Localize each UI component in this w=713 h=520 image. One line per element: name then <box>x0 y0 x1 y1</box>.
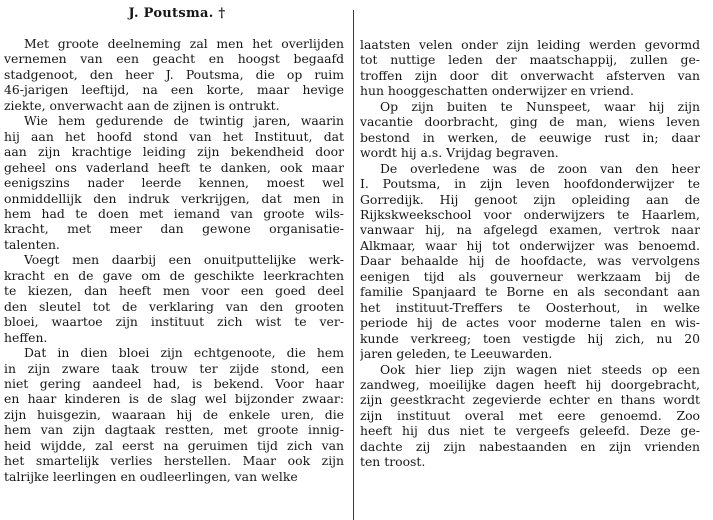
text-line: kracht, met meer dan gewone organisatie- <box>4 221 344 237</box>
text-line: te kiezen, dan heeft men voor een goed deel <box>4 283 344 299</box>
text-line: talrijke leerlingen en oudleerlingen, van welke <box>4 468 298 484</box>
paragraph <box>4 345 344 484</box>
text-line: dachte zij zijn nabestaanden en zijn vrienden <box>360 438 700 454</box>
text-line: kracht en de gave om de geschikte leerkrachten <box>4 267 344 283</box>
text-line: laatsten velen onder zijn leiding werden gevormd <box>360 37 700 52</box>
text-line: Daar behaalde hij de hoofdacte, was vervolgens <box>360 253 700 269</box>
text-line: zandweg, moeilijke dagen heeft hij doorgebracht, <box>360 376 700 392</box>
text-line: Alkmaar, waar hij tot onderwijzer was benoemd. <box>360 237 700 253</box>
text-line: eenigszins nader leerde kennen, moest wel <box>4 175 344 191</box>
text-line: het instituut-Treffers te Oosterhout, in welke <box>360 299 700 315</box>
text-line: stadgenoot, den heer J. Poutsma, die op ruim <box>4 66 344 82</box>
text-line: Wie hem gedurende de twintig jaren, waarin <box>24 113 344 129</box>
paragraph <box>360 362 700 470</box>
text-line: bloei, waartoe zijn instituut zich wist te ver- <box>4 314 344 330</box>
text-line: ten troost. <box>360 454 426 470</box>
text-line: hij aan het hoofd stond van het Instituut, dat <box>4 128 344 144</box>
text-line: jaren geleden, te Leeuwarden. <box>360 346 553 362</box>
text-line: Rijkskweekschool voor onderwijzers te Haarlem, <box>360 206 700 222</box>
text-line: den sleutel tot de verklaring van den grooten <box>4 298 344 314</box>
text-line: geheel ons vaderland heeft te danken, ook maar <box>4 159 344 175</box>
text-line: het smartelijk verlies herstellen. Maar ook zijn <box>4 453 344 469</box>
text-line: Dat in dien bloei zijn echtgenoote, die hem <box>24 345 344 361</box>
text-line: onmiddellijk den indruk verkrijgen, dat men in <box>4 190 344 206</box>
text-line: heeft hij dus niet te vergeefs geleefd. Deze ge- <box>360 423 700 439</box>
article-title: J. Poutsma. † <box>128 6 226 21</box>
text-line: eenigen tijd als gouverneur werkzaam bij de <box>360 268 700 284</box>
text-line: wordt hij a.s. Vrijdag begraven. <box>360 145 559 161</box>
text-line: vanwaar hij, na afgelegd examen, vertrok naar <box>360 222 700 238</box>
text-line: tot nuttige leden der maatschappij, zullen ge- <box>360 52 700 68</box>
left-column <box>4 36 344 516</box>
text-line: niet gering aandeel had, is bekend. Voor haar <box>4 375 344 391</box>
text-line: ziekte, onverwacht aan de zijnen is ontrukt. <box>4 97 280 113</box>
text-line: Op zijn buiten te Nunspeet, waar hij zijn <box>380 98 700 114</box>
paragraph <box>4 36 344 113</box>
text-line: zijn instituut overal met eere genoemd. Zoo <box>360 407 700 423</box>
paragraph <box>4 252 344 345</box>
text-line: I. Poutsma, in zijn leven hoofdonderwijzer te <box>360 176 700 192</box>
text-line: vernemen van een geacht en hoogst begaafd <box>4 51 344 67</box>
text-line: Voegt men daarbij een onuitputtelijke werk- <box>24 252 344 268</box>
paragraph <box>360 161 700 362</box>
text-line: vacantie doorbracht, ging de man, wiens leven <box>360 114 700 130</box>
text-line: troffen zijn door dit onverwacht afsterven van <box>360 67 700 83</box>
right-column <box>360 37 700 517</box>
text-line: bestond in werken, de eeuwige rust in; daar <box>360 129 700 145</box>
text-line: hem van zijn dagtaak restten, met groote innig- <box>4 422 344 438</box>
text-line: talenten. <box>4 236 60 252</box>
text-line: familie Spanjaard te Borne en als secondant aan <box>360 284 700 300</box>
text-line: Ook hier liep zijn wagen niet steeds op een <box>380 361 700 377</box>
text-line: in zijn zware taak trouw ter zijde stond, een <box>4 360 344 376</box>
text-line: De overledene was de zoon van den heer <box>380 160 700 176</box>
paragraph <box>4 113 344 252</box>
text-line: hun hooggeschatten onderwijzer en vriend. <box>360 83 634 99</box>
paragraph <box>360 99 700 161</box>
text-line: aan zijn krachtige leiding zijn bekendheid door <box>4 144 344 160</box>
text-line: zijn geestkracht zegevierde echter en thans wordt <box>360 392 700 408</box>
text-line: 46-jarigen leeftijd, na een korte, maar hevige <box>4 82 344 98</box>
text-line: heid wijdde, zal eerst na geruimen tijd zich van <box>4 437 344 453</box>
text-line: Gorredijk. Hij genoot zijn opleiding aan de <box>360 191 700 207</box>
text-line: en haar kinderen is de slag wel bijzonder zwaar: <box>4 391 344 407</box>
column-divider <box>353 10 354 520</box>
paragraph <box>360 37 700 99</box>
text-line: kunde verkreeg; toen vestigde hij zich, nu 20 <box>360 330 700 346</box>
text-line: Met groote deelneming zal men het overlijden <box>24 36 344 51</box>
text-line: periode hij de actes voor moderne talen en wis- <box>360 315 700 331</box>
text-line: zijn huisgezin, waaraan hij de enkele uren, die <box>4 406 344 422</box>
text-line: hem had te doen met iemand van groote wils- <box>4 205 344 221</box>
text-line: heffen. <box>4 329 48 345</box>
